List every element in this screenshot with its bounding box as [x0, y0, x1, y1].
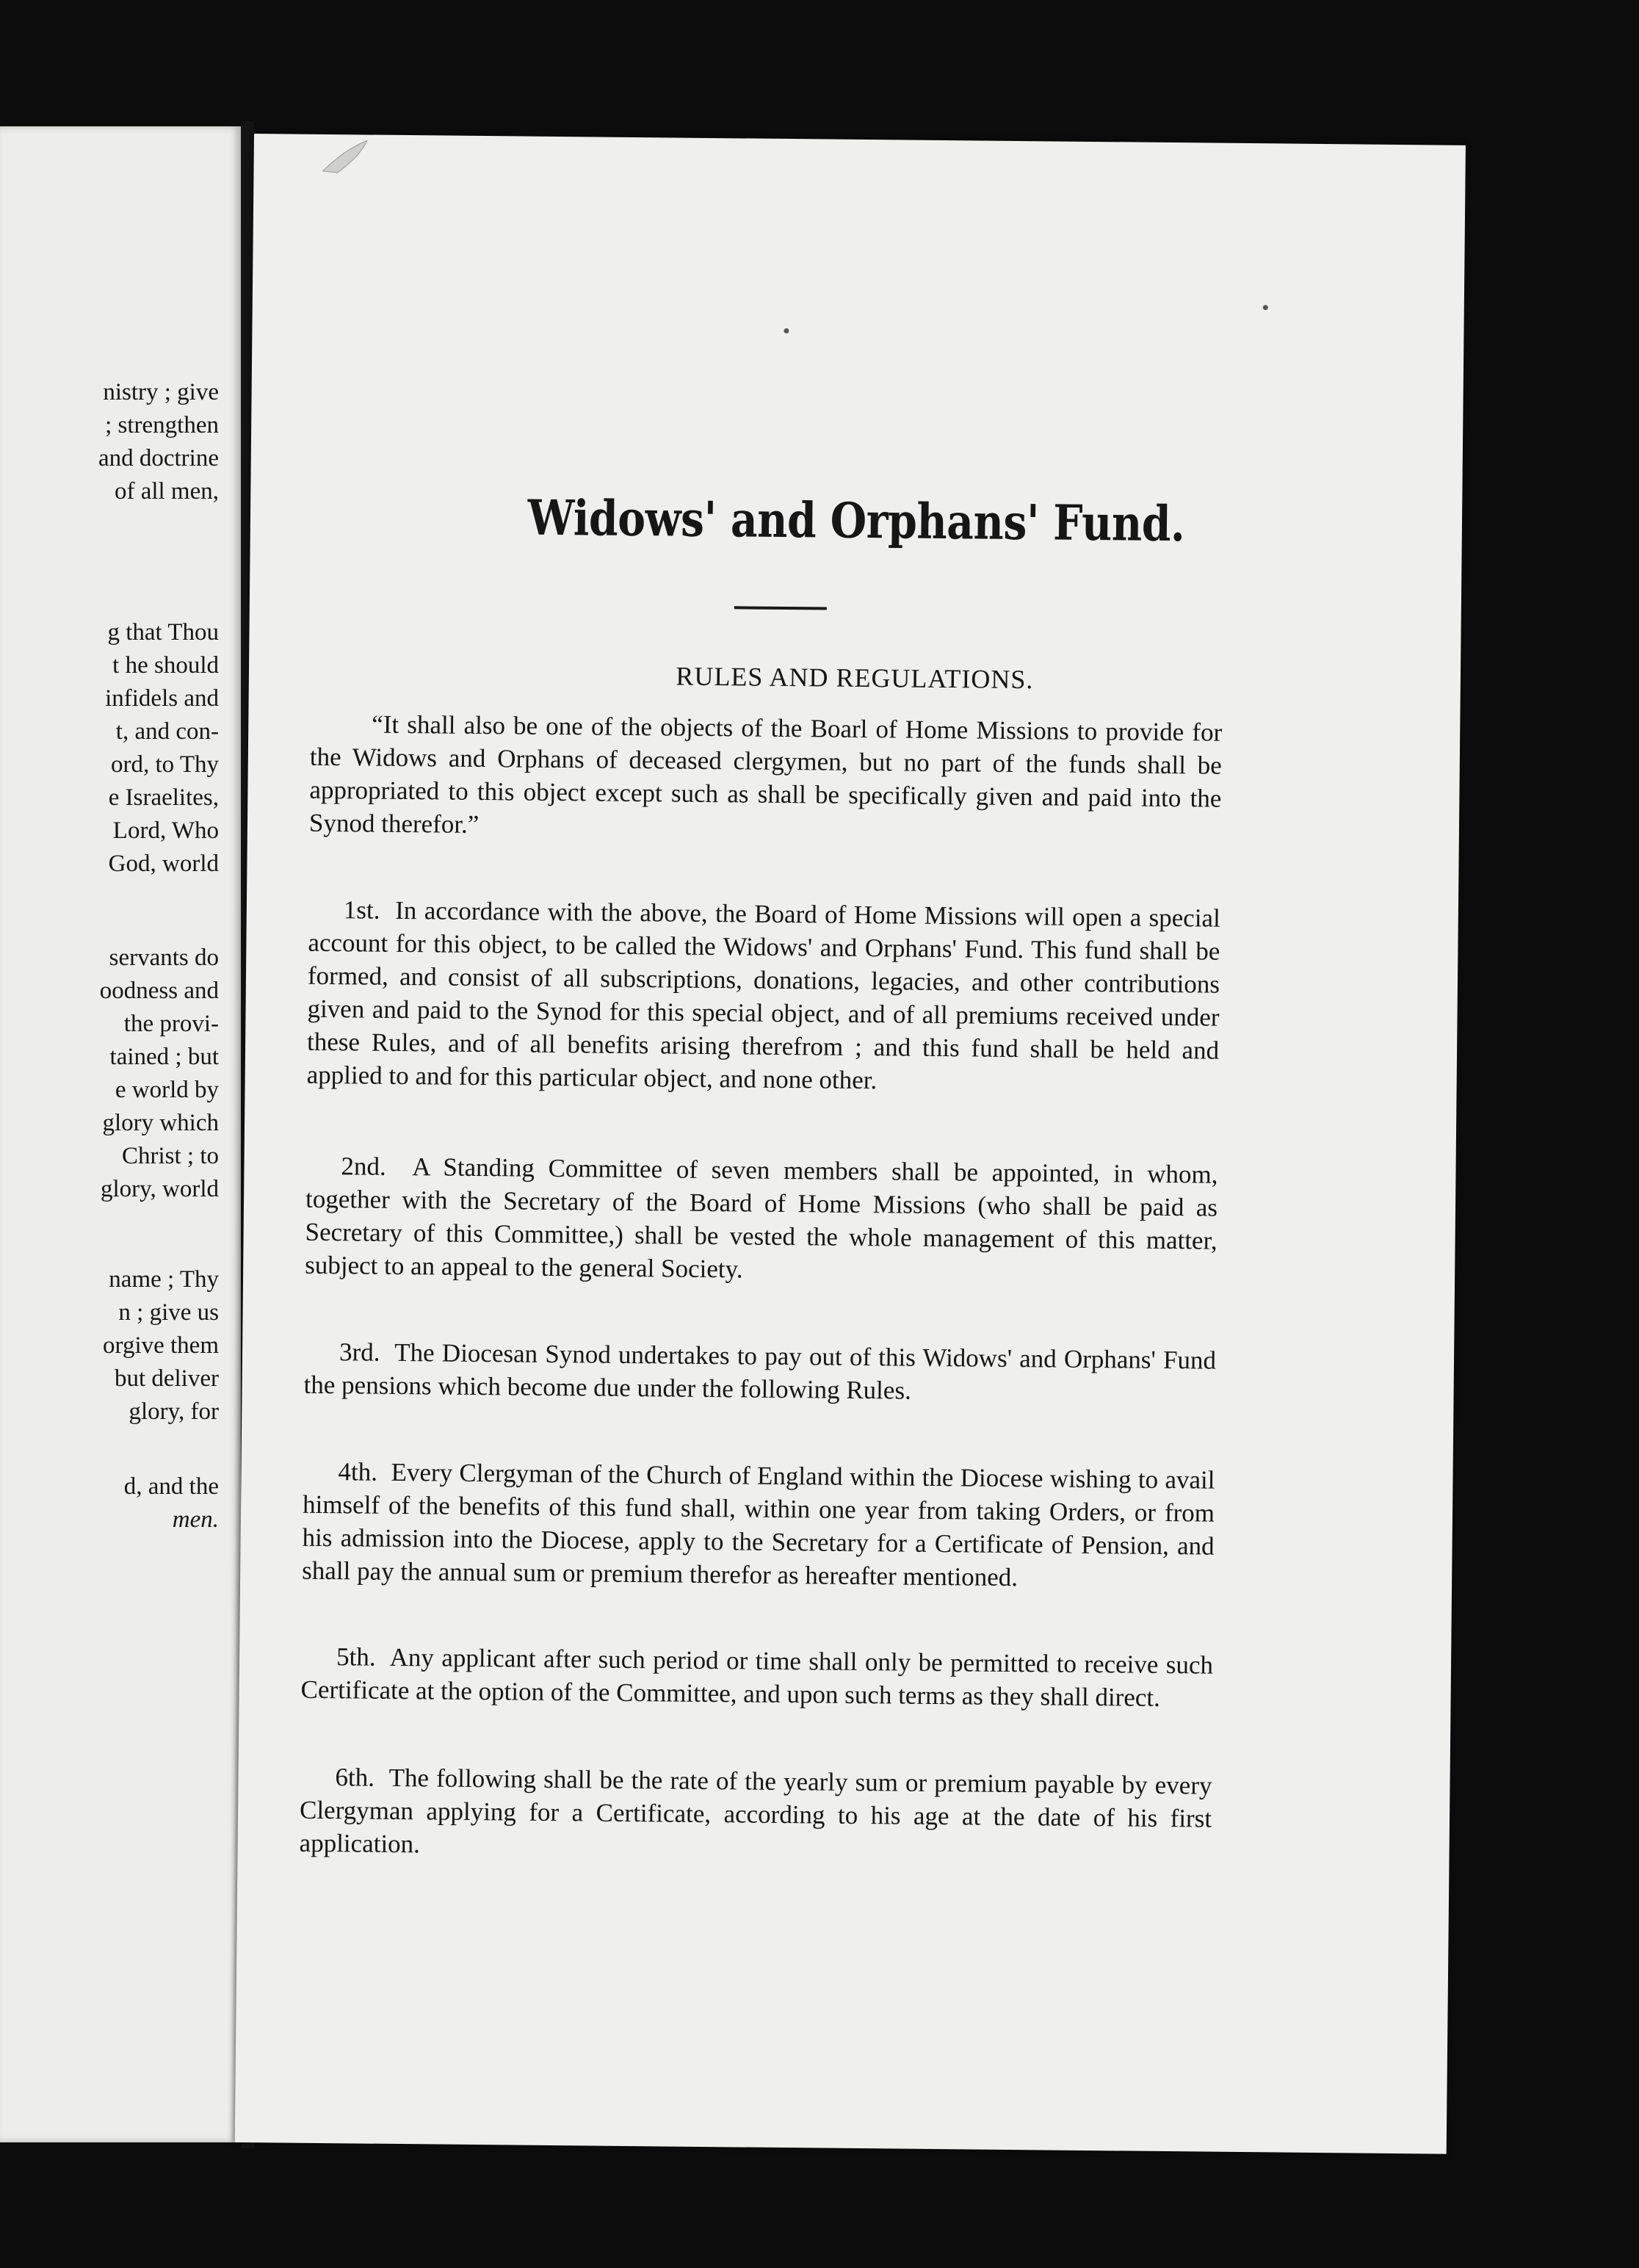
left-line: glory which: [102, 1110, 219, 1136]
page-title: Widows' and Orphans' Fund.: [527, 488, 1185, 553]
ink-speck: [1263, 305, 1268, 310]
left-line: the provi-: [123, 1011, 219, 1037]
ink-speck: [784, 328, 789, 333]
rule-number: 1st.: [343, 895, 380, 925]
left-line: e Israelites,: [108, 784, 219, 811]
rule-number: 4th.: [338, 1457, 378, 1487]
left-line: God, world: [108, 850, 219, 877]
rule-text: In accordance with the above, the Board of Home Missions will open a special account for this object, to be called the Widows' and Orphans' Fund. This fund shall be formed, and consist of all subscriptions, donations, legacies, and other contributions given and paid to the Synod for this special object, and of all premiums received under these Rules, and of all benefits arising therefrom ; and this fund shall be held and applied to and for this particular object, and none other.: [306, 895, 1220, 1095]
left-line: but deliver: [114, 1365, 219, 1392]
section-subtitle: RULES AND REGULATIONS.: [676, 661, 1034, 695]
title-divider: [734, 606, 827, 610]
left-line: Lord, Who: [112, 817, 219, 844]
main-page: [235, 134, 1466, 2154]
left-line: of all men,: [114, 478, 219, 505]
rule-1: [306, 893, 1220, 1100]
left-line: Christ ; to: [121, 1143, 219, 1169]
left-line: t, and con-: [115, 718, 219, 745]
rule-number: 6th.: [335, 1763, 375, 1792]
preamble-quote: [309, 707, 1223, 848]
rule-6: [299, 1760, 1212, 1868]
left-line: men.: [172, 1506, 219, 1533]
left-line: and doctrine: [98, 445, 219, 472]
rule-2: [305, 1149, 1218, 1290]
left-line: g that Thou: [107, 619, 219, 646]
rule-5: [300, 1640, 1213, 1715]
left-line: orgive them: [103, 1332, 219, 1359]
rule-4: [302, 1455, 1215, 1596]
left-line: glory, world: [100, 1176, 219, 1202]
rule-text: Every Clergyman of the Church of England within the Diocese wishing to avail himself of the benefits of this fund shall, within one year from taking Orders, or from his admission into the Diocese, apply to the Secretary for a Certificate of Pension, and shall pay the annual sum or premium therefor as hereafter mentioned.: [302, 1457, 1215, 1592]
left-line: ; strengthen: [105, 412, 219, 438]
rule-text: Any applicant after such period or time shall only be permitted to receive such Certificate at the option of the Committee, and upon such terms as they shall direct.: [300, 1642, 1214, 1712]
rule-text: The Diocesan Synod undertakes to pay out of this Widows' and Orphans' Fund the pensions which become due under the following Rules.: [303, 1337, 1217, 1405]
left-line: nistry ; give: [103, 379, 219, 405]
page-crease-mark: [315, 134, 404, 179]
left-line: infidels and: [105, 685, 219, 712]
rule-number: 5th.: [336, 1642, 376, 1672]
rule-number: 2nd.: [341, 1152, 386, 1181]
left-line: t he should: [112, 652, 219, 679]
left-line: n ; give us: [118, 1299, 219, 1326]
left-line: name ; Thy: [109, 1266, 219, 1293]
rule-number: 3rd.: [339, 1337, 380, 1367]
left-line: e world by: [115, 1077, 219, 1103]
left-facing-page: [0, 126, 241, 2142]
rule-text: The following shall be the rate of the yearly sum or premium payable by every Clergyman applying for a Certificate, according to his age at the date of his first application.: [299, 1763, 1212, 1859]
left-line: glory, for: [129, 1398, 219, 1425]
rule-3: [303, 1335, 1216, 1410]
left-line: ord, to Thy: [111, 751, 219, 778]
rule-text: A Standing Committee of seven members shall be appointed, in whom, together with the Secretary of the Board of Home Missions (who shall be paid as Secretary of this Committee,) shall be vested the whole management of this matter, subject to an appeal to the general Society.: [305, 1152, 1218, 1284]
left-line: oodness and: [99, 978, 219, 1004]
left-line: d, and the: [123, 1473, 219, 1500]
left-line: tained ; but: [109, 1044, 219, 1070]
left-line: servants do: [109, 945, 219, 971]
quote-text: “It shall also be one of the objects of the Boarl of Home Missions to provide for the Widows and Orphans of deceased clergymen, but no part of the funds shall be appropriated to this object except such as shall be specifically given and paid into the Synod therefor.”: [308, 709, 1223, 839]
